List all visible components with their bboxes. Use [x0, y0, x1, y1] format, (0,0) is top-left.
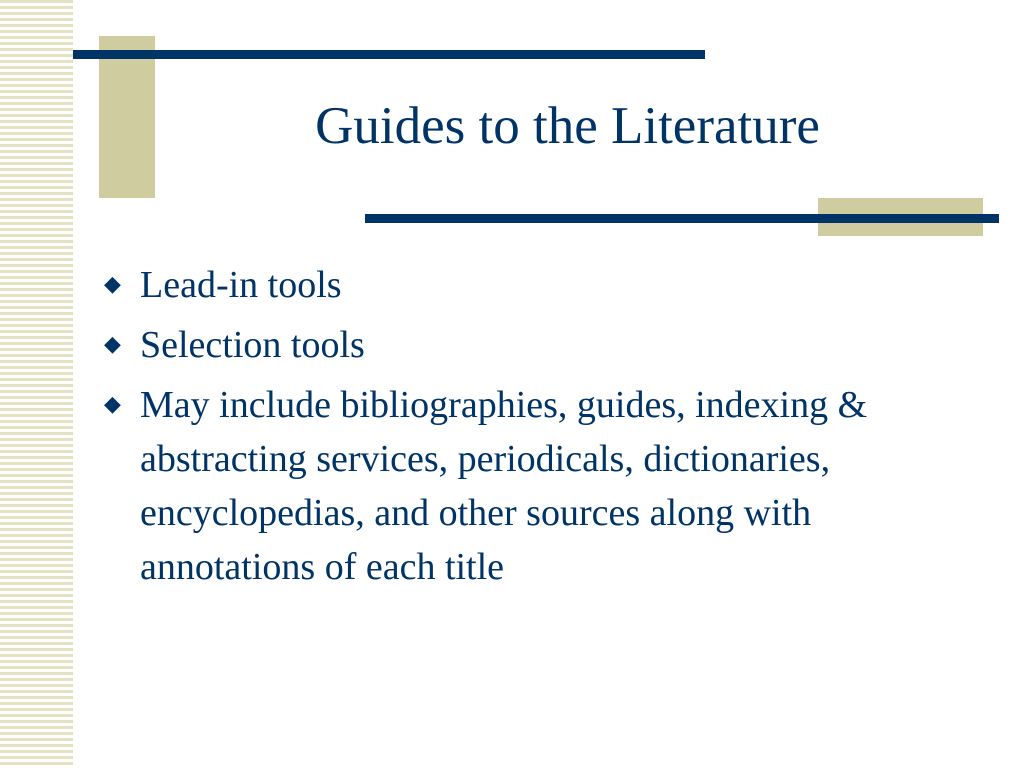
title-rule-bottom — [365, 214, 999, 223]
bullet-item — [104, 258, 984, 312]
slide-title: Guides to the Literature — [315, 97, 820, 155]
bullet-text: Lead-in tools — [140, 264, 342, 306]
left-stripe-decoration — [0, 0, 73, 768]
diamond-bullet-icon: ◆ — [104, 392, 121, 417]
bullet-item — [104, 378, 984, 594]
diamond-bullet-icon: ◆ — [104, 272, 121, 297]
bullet-item — [104, 318, 984, 372]
bullet-text: May include bibliographies, guides, indexing & abstracting services, periodicals, dictionaries, encyclopedias, and other sources along with annotations of each title — [140, 384, 868, 588]
diamond-bullet-icon: ◆ — [104, 332, 121, 357]
bullet-list — [104, 258, 984, 600]
title-rule-top — [73, 50, 705, 59]
accent-block-top — [99, 36, 155, 198]
bullet-text: Selection tools — [140, 324, 365, 366]
